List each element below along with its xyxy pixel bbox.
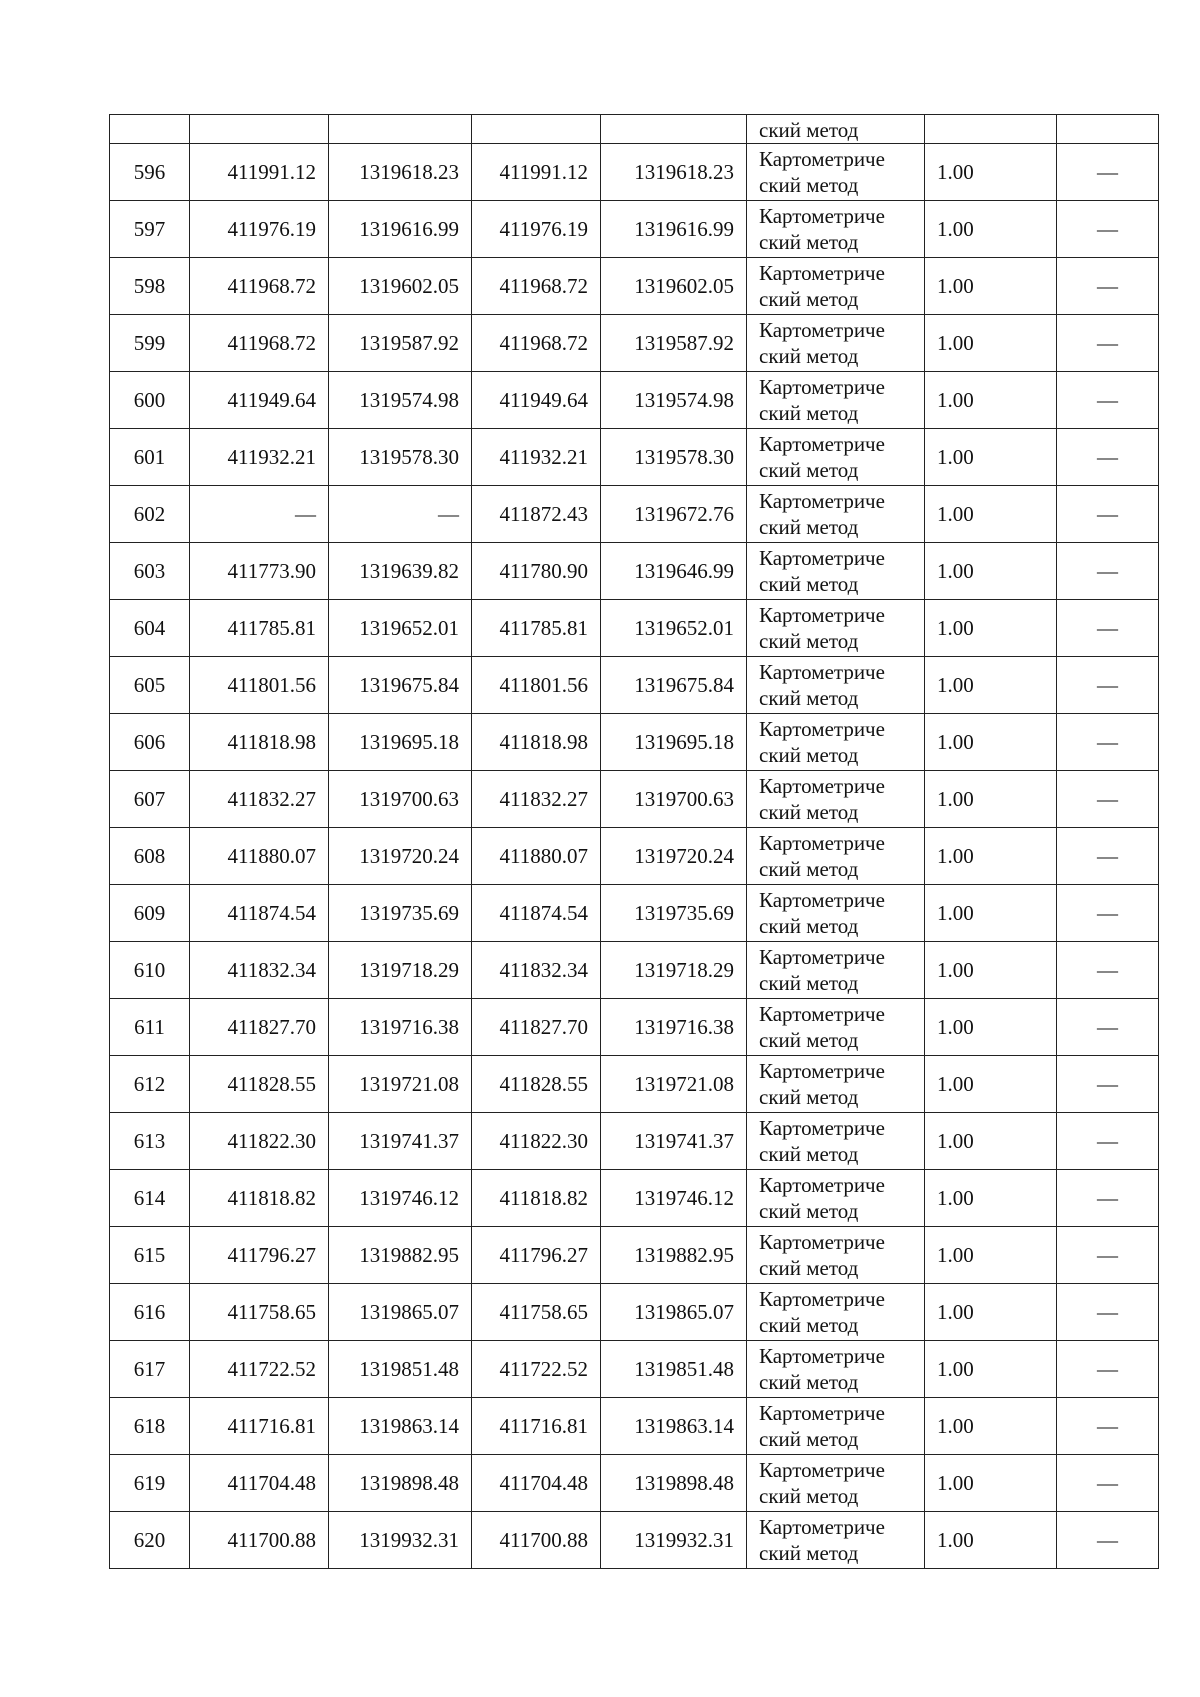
- cell-point-number: 614: [110, 1170, 190, 1227]
- cell-method: [747, 1170, 925, 1227]
- cell-x-refined: 411991.12: [472, 144, 601, 201]
- table-row: [110, 999, 1159, 1056]
- cell-x-existing: 411932.21: [190, 429, 329, 486]
- cell-point-number: 620: [110, 1512, 190, 1569]
- cell-note: —: [1057, 885, 1159, 942]
- cell-note: —: [1057, 1227, 1159, 1284]
- cell-y-existing: 1319932.31: [329, 1512, 472, 1569]
- method-line-2: ский метод: [759, 1028, 859, 1052]
- cell-accuracy: 1.00: [925, 201, 1057, 258]
- method-line-2: ский метод: [759, 686, 859, 710]
- method-line-1: Картометриче: [759, 1230, 885, 1254]
- method-line-2: ский метод: [759, 857, 859, 881]
- cell-method: [747, 201, 925, 258]
- method-line-1: Картометриче: [759, 1116, 885, 1140]
- continuation-row: [110, 115, 1159, 144]
- cell-accuracy: 1.00: [925, 1170, 1057, 1227]
- method-line-1: Картометриче: [759, 318, 885, 342]
- cell-accuracy: 1.00: [925, 1512, 1057, 1569]
- cell-x-existing: 411801.56: [190, 657, 329, 714]
- cell-note: —: [1057, 942, 1159, 999]
- method-line-2: ский метод: [759, 743, 859, 767]
- table-row: [110, 1170, 1159, 1227]
- cell-y-refined: 1319578.30: [601, 429, 747, 486]
- cell-y-refined: 1319720.24: [601, 828, 747, 885]
- cell-method: [747, 543, 925, 600]
- cell-point-number: 618: [110, 1398, 190, 1455]
- cell-y-refined: 1319675.84: [601, 657, 747, 714]
- method-line-2: ский метод: [759, 515, 859, 539]
- method-line-2: ский метод: [759, 1427, 859, 1451]
- cell-x-refined: 411801.56: [472, 657, 601, 714]
- cell-method: [747, 258, 925, 315]
- cell-y-refined: 1319735.69: [601, 885, 747, 942]
- cell-accuracy: 1.00: [925, 258, 1057, 315]
- cell-method: [747, 1512, 925, 1569]
- cell-y-refined: 1319700.63: [601, 771, 747, 828]
- method-line-1: Картометриче: [759, 831, 885, 855]
- cell-x-refined: 411949.64: [472, 372, 601, 429]
- cell-note: —: [1057, 657, 1159, 714]
- cell-method-continuation: ский метод: [747, 115, 925, 144]
- cell-x-existing: 411832.27: [190, 771, 329, 828]
- method-line-1: Картометриче: [759, 717, 885, 741]
- cell-x-refined: 411976.19: [472, 201, 601, 258]
- cell-empty: [329, 115, 472, 144]
- cell-method: [747, 144, 925, 201]
- cell-y-existing: 1319587.92: [329, 315, 472, 372]
- cell-x-existing: 411722.52: [190, 1341, 329, 1398]
- method-line-1: Картометриче: [759, 1287, 885, 1311]
- cell-x-existing: 411773.90: [190, 543, 329, 600]
- method-line-2: ский метод: [759, 914, 859, 938]
- cell-x-refined: 411968.72: [472, 258, 601, 315]
- cell-y-refined: 1319865.07: [601, 1284, 747, 1341]
- cell-note: —: [1057, 1284, 1159, 1341]
- cell-x-existing: 411704.48: [190, 1455, 329, 1512]
- cell-method: [747, 771, 925, 828]
- cell-accuracy: 1.00: [925, 828, 1057, 885]
- cell-accuracy: 1.00: [925, 1341, 1057, 1398]
- cell-y-refined: 1319672.76: [601, 486, 747, 543]
- cell-y-refined: 1319746.12: [601, 1170, 747, 1227]
- cell-point-number: 605: [110, 657, 190, 714]
- cell-point-number: 611: [110, 999, 190, 1056]
- cell-x-refined: 411785.81: [472, 600, 601, 657]
- cell-x-refined: 411832.34: [472, 942, 601, 999]
- method-line-2: ский метод: [759, 572, 859, 596]
- cell-empty: [601, 115, 747, 144]
- cell-note: —: [1057, 372, 1159, 429]
- cell-note: —: [1057, 828, 1159, 885]
- cell-x-refined: 411722.52: [472, 1341, 601, 1398]
- cell-empty: [1057, 115, 1159, 144]
- cell-y-existing: 1319639.82: [329, 543, 472, 600]
- cell-method: [747, 1455, 925, 1512]
- cell-accuracy: 1.00: [925, 486, 1057, 543]
- cell-accuracy: 1.00: [925, 543, 1057, 600]
- cell-point-number: 616: [110, 1284, 190, 1341]
- cell-point-number: 603: [110, 543, 190, 600]
- cell-accuracy: 1.00: [925, 1455, 1057, 1512]
- cell-x-existing: 411880.07: [190, 828, 329, 885]
- cell-point-number: 601: [110, 429, 190, 486]
- cell-empty: [110, 115, 190, 144]
- cell-x-existing: 411968.72: [190, 315, 329, 372]
- cell-x-refined: 411796.27: [472, 1227, 601, 1284]
- cell-point-number: 609: [110, 885, 190, 942]
- cell-x-refined: 411932.21: [472, 429, 601, 486]
- method-line-1: Картометриче: [759, 1515, 885, 1539]
- table-row: [110, 372, 1159, 429]
- cell-method: [747, 1284, 925, 1341]
- cell-note: —: [1057, 1170, 1159, 1227]
- cell-note: —: [1057, 1341, 1159, 1398]
- table-row: [110, 315, 1159, 372]
- cell-y-existing: 1319700.63: [329, 771, 472, 828]
- cell-x-refined: 411872.43: [472, 486, 601, 543]
- cell-point-number: 602: [110, 486, 190, 543]
- method-line-1: Картометриче: [759, 660, 885, 684]
- cell-y-refined: 1319741.37: [601, 1113, 747, 1170]
- cell-note: —: [1057, 486, 1159, 543]
- cell-method: [747, 828, 925, 885]
- cell-accuracy: 1.00: [925, 1113, 1057, 1170]
- cell-x-existing: 411785.81: [190, 600, 329, 657]
- cell-method: [747, 885, 925, 942]
- cell-x-refined: 411828.55: [472, 1056, 601, 1113]
- cell-x-existing: 411818.98: [190, 714, 329, 771]
- cell-accuracy: 1.00: [925, 429, 1057, 486]
- method-line-1: Картометриче: [759, 888, 885, 912]
- table-row: [110, 600, 1159, 657]
- cell-y-existing: 1319882.95: [329, 1227, 472, 1284]
- cell-x-existing: 411796.27: [190, 1227, 329, 1284]
- table-row: [110, 714, 1159, 771]
- cell-method: [747, 600, 925, 657]
- cell-point-number: 598: [110, 258, 190, 315]
- table-row: [110, 1113, 1159, 1170]
- cell-point-number: 606: [110, 714, 190, 771]
- cell-point-number: 604: [110, 600, 190, 657]
- cell-empty: [925, 115, 1057, 144]
- cell-accuracy: 1.00: [925, 1398, 1057, 1455]
- table-body: [110, 115, 1159, 1569]
- cell-accuracy: 1.00: [925, 714, 1057, 771]
- cell-empty: [190, 115, 329, 144]
- cell-point-number: 597: [110, 201, 190, 258]
- cell-y-refined: 1319932.31: [601, 1512, 747, 1569]
- cell-y-existing: 1319695.18: [329, 714, 472, 771]
- cell-note: —: [1057, 999, 1159, 1056]
- cell-y-existing: 1319652.01: [329, 600, 472, 657]
- cell-x-existing: —: [190, 486, 329, 543]
- method-line-2: ский метод: [759, 800, 859, 824]
- method-line-1: Картометриче: [759, 375, 885, 399]
- method-line-2: ский метод: [759, 1484, 859, 1508]
- cell-x-existing: 411818.82: [190, 1170, 329, 1227]
- table-row: [110, 1056, 1159, 1113]
- cell-y-refined: 1319898.48: [601, 1455, 747, 1512]
- cell-method: [747, 372, 925, 429]
- method-line-1: Картометриче: [759, 1059, 885, 1083]
- cell-point-number: 613: [110, 1113, 190, 1170]
- cell-y-existing: 1319618.23: [329, 144, 472, 201]
- cell-y-refined: 1319646.99: [601, 543, 747, 600]
- method-line-1: Картометриче: [759, 261, 885, 285]
- cell-x-refined: 411874.54: [472, 885, 601, 942]
- method-line-2: ский метод: [759, 1085, 859, 1109]
- cell-method: [747, 999, 925, 1056]
- cell-accuracy: 1.00: [925, 657, 1057, 714]
- cell-method: [747, 1227, 925, 1284]
- cell-note: —: [1057, 1398, 1159, 1455]
- cell-x-existing: 411976.19: [190, 201, 329, 258]
- method-line-1: Картометриче: [759, 945, 885, 969]
- cell-x-refined: 411880.07: [472, 828, 601, 885]
- cell-x-existing: 411832.34: [190, 942, 329, 999]
- cell-x-existing: 411700.88: [190, 1512, 329, 1569]
- cell-accuracy: 1.00: [925, 372, 1057, 429]
- cell-point-number: 615: [110, 1227, 190, 1284]
- cell-empty: [472, 115, 601, 144]
- cell-y-refined: 1319863.14: [601, 1398, 747, 1455]
- cell-note: —: [1057, 1512, 1159, 1569]
- cell-method: [747, 942, 925, 999]
- table-row: [110, 1512, 1159, 1569]
- method-line-1: Картометриче: [759, 1002, 885, 1026]
- cell-x-existing: 411968.72: [190, 258, 329, 315]
- cell-x-existing: 411716.81: [190, 1398, 329, 1455]
- cell-point-number: 612: [110, 1056, 190, 1113]
- cell-point-number: 596: [110, 144, 190, 201]
- cell-y-existing: 1319721.08: [329, 1056, 472, 1113]
- method-line-1: Картометриче: [759, 204, 885, 228]
- cell-x-existing: 411828.55: [190, 1056, 329, 1113]
- cell-y-refined: 1319718.29: [601, 942, 747, 999]
- cell-point-number: 619: [110, 1455, 190, 1512]
- cell-point-number: 608: [110, 828, 190, 885]
- table-row: [110, 1284, 1159, 1341]
- cell-note: —: [1057, 771, 1159, 828]
- cell-y-refined: 1319618.23: [601, 144, 747, 201]
- cell-y-existing: 1319675.84: [329, 657, 472, 714]
- method-line-2: ский метод: [759, 230, 859, 254]
- cell-y-existing: 1319616.99: [329, 201, 472, 258]
- cell-y-existing: 1319863.14: [329, 1398, 472, 1455]
- cell-note: —: [1057, 315, 1159, 372]
- cell-accuracy: 1.00: [925, 1056, 1057, 1113]
- method-line-2: ский метод: [759, 971, 859, 995]
- cell-method: [747, 429, 925, 486]
- table-row: [110, 201, 1159, 258]
- method-line-1: Картометриче: [759, 489, 885, 513]
- cell-method: [747, 1341, 925, 1398]
- cell-x-refined: 411758.65: [472, 1284, 601, 1341]
- cell-y-existing: 1319865.07: [329, 1284, 472, 1341]
- cell-x-existing: 411822.30: [190, 1113, 329, 1170]
- cell-y-refined: 1319721.08: [601, 1056, 747, 1113]
- method-line-1: Картометриче: [759, 546, 885, 570]
- cell-y-refined: 1319882.95: [601, 1227, 747, 1284]
- method-line-2: ский метод: [759, 629, 859, 653]
- cell-y-existing: —: [329, 486, 472, 543]
- method-line-2: ский метод: [759, 173, 859, 197]
- cell-accuracy: 1.00: [925, 771, 1057, 828]
- cell-accuracy: 1.00: [925, 600, 1057, 657]
- cell-x-refined: 411818.98: [472, 714, 601, 771]
- cell-y-existing: 1319746.12: [329, 1170, 472, 1227]
- method-line-2: ский метод: [759, 458, 859, 482]
- cell-accuracy: 1.00: [925, 144, 1057, 201]
- cell-point-number: 610: [110, 942, 190, 999]
- cell-x-refined: 411822.30: [472, 1113, 601, 1170]
- method-line-2: ский метод: [759, 401, 859, 425]
- table-row: [110, 942, 1159, 999]
- cell-x-refined: 411716.81: [472, 1398, 601, 1455]
- cell-y-refined: 1319574.98: [601, 372, 747, 429]
- cell-x-existing: 411949.64: [190, 372, 329, 429]
- cell-note: —: [1057, 1056, 1159, 1113]
- cell-y-refined: 1319716.38: [601, 999, 747, 1056]
- cell-note: —: [1057, 714, 1159, 771]
- cell-note: —: [1057, 429, 1159, 486]
- cell-method: [747, 657, 925, 714]
- cell-note: —: [1057, 1455, 1159, 1512]
- cell-x-existing: 411758.65: [190, 1284, 329, 1341]
- cell-note: —: [1057, 1113, 1159, 1170]
- method-line-2: ский метод: [759, 287, 859, 311]
- cell-point-number: 600: [110, 372, 190, 429]
- cell-y-existing: 1319578.30: [329, 429, 472, 486]
- method-line-1: Картометриче: [759, 147, 885, 171]
- method-line-2: ский метод: [759, 1541, 859, 1565]
- table-row: [110, 543, 1159, 600]
- cell-y-existing: 1319851.48: [329, 1341, 472, 1398]
- cell-accuracy: 1.00: [925, 315, 1057, 372]
- method-line-2: ский метод: [759, 1256, 859, 1280]
- cell-y-refined: 1319616.99: [601, 201, 747, 258]
- cell-point-number: 607: [110, 771, 190, 828]
- method-line-2: ский метод: [759, 1313, 859, 1337]
- cell-method: [747, 486, 925, 543]
- cell-x-refined: 411832.27: [472, 771, 601, 828]
- cell-method: [747, 1056, 925, 1113]
- cell-accuracy: 1.00: [925, 999, 1057, 1056]
- table-row: [110, 657, 1159, 714]
- cell-x-refined: 411818.82: [472, 1170, 601, 1227]
- method-line-1: Картометриче: [759, 432, 885, 456]
- method-line-1: Картометриче: [759, 1458, 885, 1482]
- cell-x-refined: 411700.88: [472, 1512, 601, 1569]
- table-row: [110, 486, 1159, 543]
- method-line-2: ский метод: [759, 344, 859, 368]
- cell-y-existing: 1319741.37: [329, 1113, 472, 1170]
- cell-note: —: [1057, 600, 1159, 657]
- cell-method: [747, 1398, 925, 1455]
- cell-y-existing: 1319716.38: [329, 999, 472, 1056]
- cell-x-existing: 411874.54: [190, 885, 329, 942]
- coordinates-table: [109, 114, 1159, 1569]
- cell-x-refined: 411780.90: [472, 543, 601, 600]
- cell-y-refined: 1319695.18: [601, 714, 747, 771]
- cell-note: —: [1057, 258, 1159, 315]
- method-line-1: Картометриче: [759, 1344, 885, 1368]
- cell-y-existing: 1319898.48: [329, 1455, 472, 1512]
- cell-y-refined: 1319851.48: [601, 1341, 747, 1398]
- table-row: [110, 258, 1159, 315]
- cell-y-existing: 1319602.05: [329, 258, 472, 315]
- table-row: [110, 828, 1159, 885]
- cell-note: —: [1057, 201, 1159, 258]
- table-row: [110, 144, 1159, 201]
- method-line-2: ский метод: [759, 1199, 859, 1223]
- method-line-1: Картометриче: [759, 603, 885, 627]
- method-line-1: Картометриче: [759, 1401, 885, 1425]
- method-line-2: ский метод: [759, 1370, 859, 1394]
- cell-x-existing: 411827.70: [190, 999, 329, 1056]
- cell-y-existing: 1319720.24: [329, 828, 472, 885]
- cell-accuracy: 1.00: [925, 885, 1057, 942]
- cell-y-refined: 1319652.01: [601, 600, 747, 657]
- cell-accuracy: 1.00: [925, 942, 1057, 999]
- table-row: [110, 1455, 1159, 1512]
- cell-method: [747, 714, 925, 771]
- cell-note: —: [1057, 144, 1159, 201]
- cell-x-refined: 411827.70: [472, 999, 601, 1056]
- table-row: [110, 1398, 1159, 1455]
- cell-accuracy: 1.00: [925, 1227, 1057, 1284]
- table-row: [110, 771, 1159, 828]
- cell-y-existing: 1319718.29: [329, 942, 472, 999]
- cell-x-refined: 411968.72: [472, 315, 601, 372]
- method-line-1: Картометриче: [759, 1173, 885, 1197]
- cell-y-refined: 1319602.05: [601, 258, 747, 315]
- table-row: [110, 1227, 1159, 1284]
- method-line-1: Картометриче: [759, 774, 885, 798]
- cell-point-number: 599: [110, 315, 190, 372]
- cell-point-number: 617: [110, 1341, 190, 1398]
- cell-method: [747, 1113, 925, 1170]
- cell-accuracy: 1.00: [925, 1284, 1057, 1341]
- cell-method: [747, 315, 925, 372]
- cell-x-existing: 411991.12: [190, 144, 329, 201]
- table-row: [110, 885, 1159, 942]
- table-row: [110, 429, 1159, 486]
- method-line-2: ский метод: [759, 1142, 859, 1166]
- table-row: [110, 1341, 1159, 1398]
- cell-y-refined: 1319587.92: [601, 315, 747, 372]
- cell-note: —: [1057, 543, 1159, 600]
- cell-x-refined: 411704.48: [472, 1455, 601, 1512]
- cell-y-existing: 1319735.69: [329, 885, 472, 942]
- cell-y-existing: 1319574.98: [329, 372, 472, 429]
